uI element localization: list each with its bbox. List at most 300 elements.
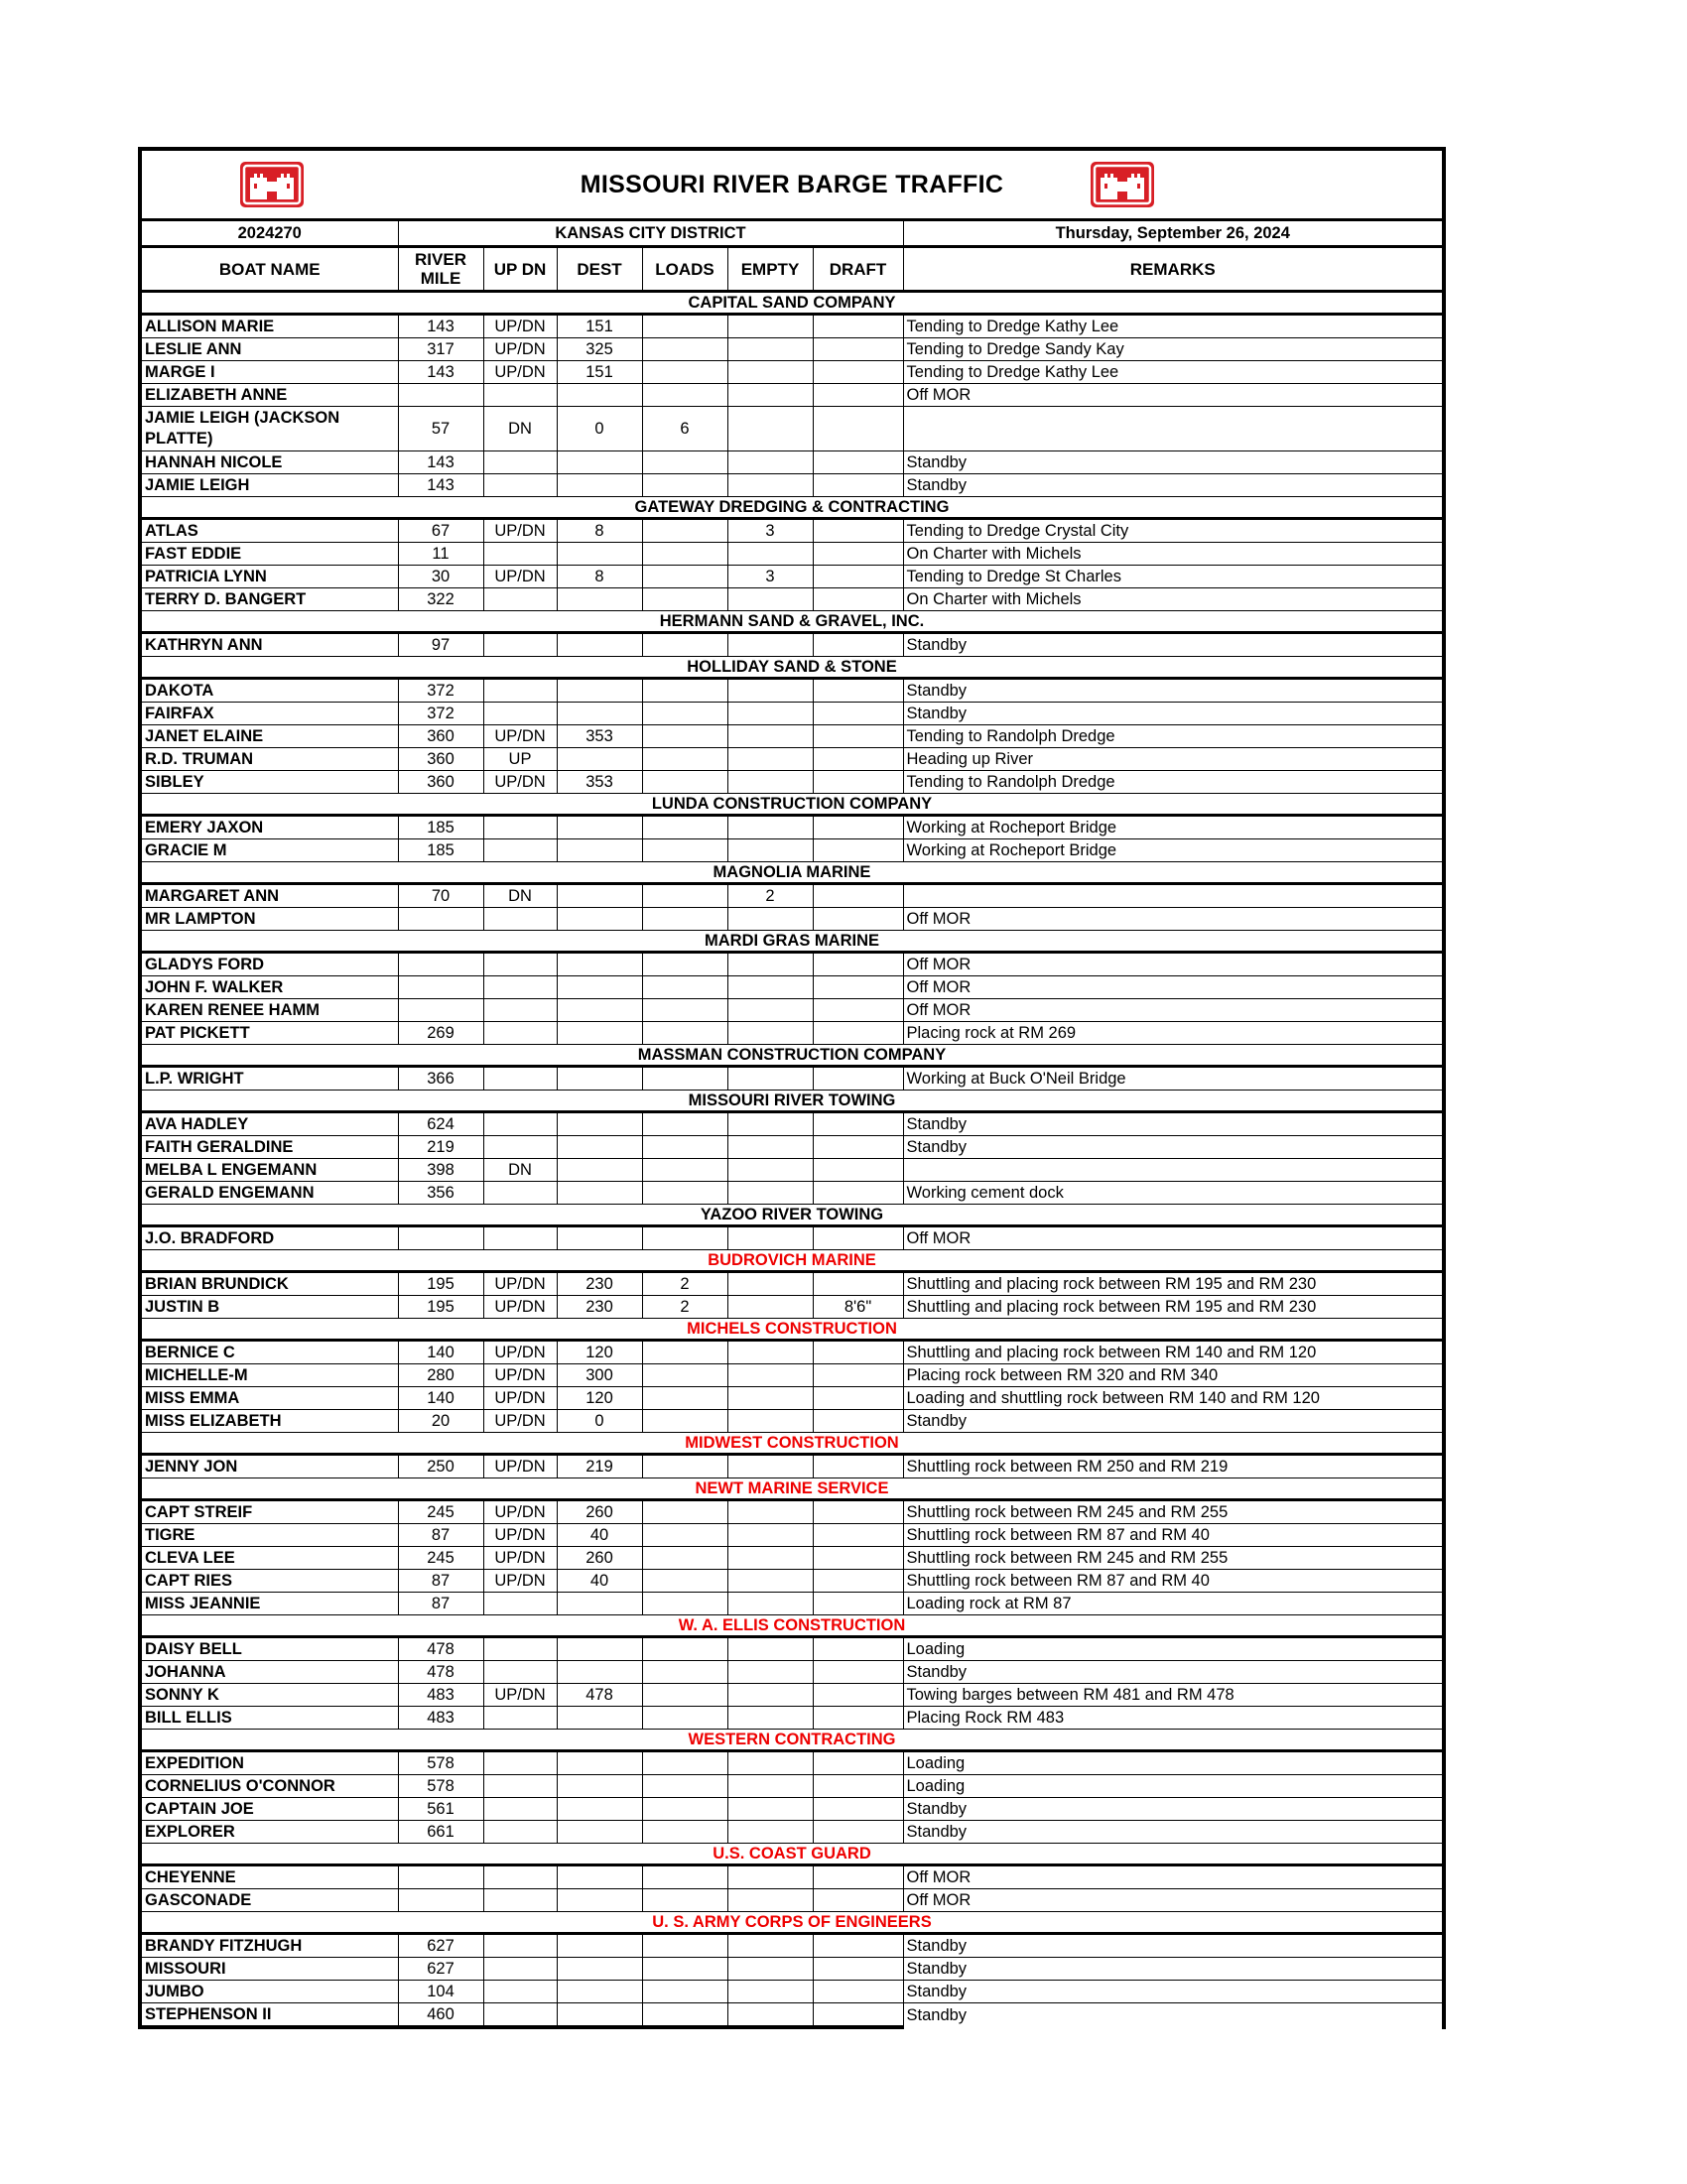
- company-header-row: [142, 497, 1442, 519]
- empty: [727, 1182, 813, 1205]
- river-mile: 360: [398, 748, 483, 771]
- dest: 230: [557, 1296, 642, 1319]
- empty: [727, 1159, 813, 1182]
- remarks: Shuttling and placing rock between RM 195 and RM 230: [903, 1296, 1442, 1319]
- up-dn: UP/DN: [483, 338, 557, 361]
- boat-name: ELIZABETH ANNE: [142, 384, 398, 407]
- loads: [642, 908, 727, 931]
- loads: [642, 1707, 727, 1730]
- draft: [813, 1524, 903, 1547]
- remarks: Working cement dock: [903, 1182, 1442, 1205]
- empty: [727, 1934, 813, 1958]
- river-mile: 87: [398, 1593, 483, 1615]
- dest: [557, 999, 642, 1022]
- table-row: [142, 1410, 1442, 1433]
- empty: [727, 1751, 813, 1775]
- loads: [642, 2003, 727, 2028]
- draft: [813, 953, 903, 976]
- remarks: Loading: [903, 1775, 1442, 1798]
- remarks: Off MOR: [903, 1226, 1442, 1250]
- up-dn: UP/DN: [483, 1570, 557, 1593]
- loads: [642, 451, 727, 474]
- dest: [557, 1775, 642, 1798]
- boat-name: JENNY JON: [142, 1455, 398, 1478]
- empty: [727, 1865, 813, 1889]
- boat-name: JAMIE LEIGH (JACKSON PLATTE): [142, 407, 398, 451]
- up-dn: [483, 1821, 557, 1844]
- draft: [813, 1387, 903, 1410]
- up-dn: [483, 1981, 557, 2003]
- district-name: KANSAS CITY DISTRICT: [398, 221, 903, 247]
- company-header-row: [142, 1912, 1442, 1934]
- empty: [727, 1226, 813, 1250]
- river-mile: 67: [398, 519, 483, 543]
- boat-name: GLADYS FORD: [142, 953, 398, 976]
- table-row: [142, 1455, 1442, 1478]
- boat-name: MR LAMPTON: [142, 908, 398, 931]
- draft: [813, 474, 903, 497]
- report-date: Thursday, September 26, 2024: [903, 221, 1442, 247]
- up-dn: UP/DN: [483, 1387, 557, 1410]
- dest: 219: [557, 1455, 642, 1478]
- river-mile: [398, 1226, 483, 1250]
- table-row: [142, 1341, 1442, 1364]
- up-dn: [483, 816, 557, 839]
- up-dn: UP/DN: [483, 1455, 557, 1478]
- river-mile: 87: [398, 1524, 483, 1547]
- up-dn: [483, 2003, 557, 2028]
- loads: [642, 1067, 727, 1091]
- table-row: [142, 1981, 1442, 2003]
- company-header-row: [142, 1478, 1442, 1500]
- table-row: [142, 1112, 1442, 1136]
- dest: [557, 1661, 642, 1684]
- draft: [813, 1136, 903, 1159]
- loads: [642, 816, 727, 839]
- remarks: Standby: [903, 1410, 1442, 1433]
- remarks: Shuttling and placing rock between RM 195 and RM 230: [903, 1272, 1442, 1296]
- empty: 2: [727, 884, 813, 908]
- empty: [727, 338, 813, 361]
- up-dn: DN: [483, 407, 557, 451]
- river-mile: [398, 1865, 483, 1889]
- loads: [642, 1570, 727, 1593]
- company-name: MIDWEST CONSTRUCTION: [142, 1433, 1442, 1455]
- loads: 6: [642, 407, 727, 451]
- dest: 8: [557, 566, 642, 588]
- boat-name: MICHELLE-M: [142, 1364, 398, 1387]
- boat-name: JAMIE LEIGH: [142, 474, 398, 497]
- up-dn: UP: [483, 748, 557, 771]
- draft: [813, 1226, 903, 1250]
- dest: [557, 1798, 642, 1821]
- up-dn: [483, 839, 557, 862]
- loads: [642, 1775, 727, 1798]
- boat-name: TIGRE: [142, 1524, 398, 1547]
- boat-name: JOHN F. WALKER: [142, 976, 398, 999]
- empty: [727, 976, 813, 999]
- draft: [813, 1593, 903, 1615]
- company-header-row: [142, 1091, 1442, 1112]
- up-dn: UP/DN: [483, 315, 557, 338]
- draft: [813, 1775, 903, 1798]
- empty: [727, 1684, 813, 1707]
- empty: [727, 1958, 813, 1981]
- remarks: On Charter with Michels: [903, 543, 1442, 566]
- loads: [642, 1751, 727, 1775]
- col-header-draft: DRAFT: [813, 247, 903, 292]
- draft: [813, 1067, 903, 1091]
- table-row: [142, 748, 1442, 771]
- remarks: Loading and shuttling rock between RM 140 and RM 120: [903, 1387, 1442, 1410]
- draft: [813, 1182, 903, 1205]
- dest: [557, 1067, 642, 1091]
- dest: [557, 1226, 642, 1250]
- up-dn: UP/DN: [483, 725, 557, 748]
- boat-name: STEPHENSON II: [142, 2003, 398, 2028]
- remarks: Tending to Dredge Kathy Lee: [903, 361, 1442, 384]
- remarks: Standby: [903, 1798, 1442, 1821]
- loads: [642, 1889, 727, 1912]
- table-row: [142, 703, 1442, 725]
- loads: [642, 1958, 727, 1981]
- boat-name: FAITH GERALDINE: [142, 1136, 398, 1159]
- remarks: Standby: [903, 633, 1442, 657]
- empty: [727, 1775, 813, 1798]
- dest: 230: [557, 1272, 642, 1296]
- company-name: MAGNOLIA MARINE: [142, 862, 1442, 884]
- up-dn: [483, 1798, 557, 1821]
- draft: [813, 1865, 903, 1889]
- dest: 353: [557, 771, 642, 794]
- draft: [813, 1410, 903, 1433]
- dest: [557, 1958, 642, 1981]
- column-header-row: [142, 247, 1442, 292]
- river-mile: 280: [398, 1364, 483, 1387]
- dest: 478: [557, 1684, 642, 1707]
- table-row: [142, 1022, 1442, 1045]
- remarks: Standby: [903, 1958, 1442, 1981]
- boat-name: BERNICE C: [142, 1341, 398, 1364]
- dest: [557, 839, 642, 862]
- dest: [557, 816, 642, 839]
- remarks: Off MOR: [903, 384, 1442, 407]
- remarks: Off MOR: [903, 999, 1442, 1022]
- dest: 353: [557, 725, 642, 748]
- loads: [642, 1684, 727, 1707]
- table-row: [142, 1547, 1442, 1570]
- loads: [642, 1524, 727, 1547]
- draft: [813, 338, 903, 361]
- draft: [813, 633, 903, 657]
- empty: [727, 1112, 813, 1136]
- table-row: [142, 384, 1442, 407]
- empty: [727, 1547, 813, 1570]
- river-mile: [398, 908, 483, 931]
- dest: [557, 1889, 642, 1912]
- boat-name: SONNY K: [142, 1684, 398, 1707]
- table-row: [142, 1182, 1442, 1205]
- empty: [727, 633, 813, 657]
- company-name: CAPITAL SAND COMPANY: [142, 292, 1442, 315]
- empty: [727, 1707, 813, 1730]
- table-row: [142, 451, 1442, 474]
- table-row: [142, 1524, 1442, 1547]
- company-name: MICHELS CONSTRUCTION: [142, 1319, 1442, 1341]
- remarks: Placing rock at RM 269: [903, 1022, 1442, 1045]
- draft: [813, 384, 903, 407]
- up-dn: UP/DN: [483, 1296, 557, 1319]
- loads: [642, 1934, 727, 1958]
- up-dn: [483, 588, 557, 611]
- dest: 151: [557, 315, 642, 338]
- loads: 2: [642, 1272, 727, 1296]
- dest: [557, 976, 642, 999]
- dest: [557, 908, 642, 931]
- table-row: [142, 407, 1442, 451]
- draft: [813, 679, 903, 703]
- draft: [813, 1272, 903, 1296]
- boat-name: CHEYENNE: [142, 1865, 398, 1889]
- table-row: [142, 1934, 1442, 1958]
- boat-name: CAPTAIN JOE: [142, 1798, 398, 1821]
- loads: [642, 1159, 727, 1182]
- dest: [557, 1182, 642, 1205]
- empty: [727, 1593, 813, 1615]
- draft: [813, 2003, 903, 2028]
- remarks: Shuttling rock between RM 250 and RM 219: [903, 1455, 1442, 1478]
- barge-table: [142, 221, 1442, 2029]
- up-dn: [483, 1865, 557, 1889]
- empty: [727, 384, 813, 407]
- table-row: [142, 1272, 1442, 1296]
- river-mile: 11: [398, 543, 483, 566]
- dest: 325: [557, 338, 642, 361]
- loads: [642, 999, 727, 1022]
- boat-name: AVA HADLEY: [142, 1112, 398, 1136]
- loads: [642, 474, 727, 497]
- table-row: [142, 543, 1442, 566]
- loads: [642, 566, 727, 588]
- company-name: YAZOO RIVER TOWING: [142, 1205, 1442, 1226]
- remarks: Loading: [903, 1637, 1442, 1661]
- river-mile: 627: [398, 1958, 483, 1981]
- table-row: [142, 338, 1442, 361]
- loads: [642, 1500, 727, 1524]
- river-mile: 30: [398, 566, 483, 588]
- river-mile: 219: [398, 1136, 483, 1159]
- remarks: Shuttling rock between RM 245 and RM 255: [903, 1500, 1442, 1524]
- table-row: [142, 474, 1442, 497]
- table-row: [142, 1865, 1442, 1889]
- remarks: Tending to Randolph Dredge: [903, 725, 1442, 748]
- river-mile: 140: [398, 1387, 483, 1410]
- draft: [813, 1159, 903, 1182]
- loads: [642, 338, 727, 361]
- dest: [557, 1159, 642, 1182]
- draft: [813, 1341, 903, 1364]
- empty: [727, 703, 813, 725]
- company-header-row: [142, 1045, 1442, 1067]
- col-header-empty: EMPTY: [727, 247, 813, 292]
- boat-name: KATHRYN ANN: [142, 633, 398, 657]
- boat-name: MELBA L ENGEMANN: [142, 1159, 398, 1182]
- river-mile: [398, 953, 483, 976]
- loads: [642, 1226, 727, 1250]
- empty: [727, 1341, 813, 1364]
- draft: [813, 839, 903, 862]
- empty: [727, 451, 813, 474]
- dest: [557, 1593, 642, 1615]
- boat-name: MARGARET ANN: [142, 884, 398, 908]
- remarks: Standby: [903, 1821, 1442, 1844]
- boat-name: ALLISON MARIE: [142, 315, 398, 338]
- table-row: [142, 566, 1442, 588]
- river-mile: 97: [398, 633, 483, 657]
- remarks: Standby: [903, 1136, 1442, 1159]
- boat-name: CAPT STREIF: [142, 1500, 398, 1524]
- table-row: [142, 1707, 1442, 1730]
- draft: [813, 566, 903, 588]
- draft: [813, 1981, 903, 2003]
- up-dn: UP/DN: [483, 1272, 557, 1296]
- company-name: U.S. COAST GUARD: [142, 1844, 1442, 1865]
- loads: [642, 1865, 727, 1889]
- draft: [813, 725, 903, 748]
- river-mile: 269: [398, 1022, 483, 1045]
- empty: [727, 543, 813, 566]
- boat-name: FAST EDDIE: [142, 543, 398, 566]
- empty: [727, 1500, 813, 1524]
- boat-name: EXPEDITION: [142, 1751, 398, 1775]
- remarks: Shuttling rock between RM 245 and RM 255: [903, 1547, 1442, 1570]
- empty: 3: [727, 519, 813, 543]
- remarks: Standby: [903, 1934, 1442, 1958]
- empty: [727, 999, 813, 1022]
- boat-name: DAISY BELL: [142, 1637, 398, 1661]
- up-dn: [483, 953, 557, 976]
- dest: [557, 633, 642, 657]
- river-mile: 143: [398, 361, 483, 384]
- company-header-row: [142, 794, 1442, 816]
- table-row: [142, 1387, 1442, 1410]
- remarks: Standby: [903, 679, 1442, 703]
- dest: [557, 543, 642, 566]
- river-mile: 140: [398, 1341, 483, 1364]
- dest: 300: [557, 1364, 642, 1387]
- loads: [642, 748, 727, 771]
- river-mile: [398, 999, 483, 1022]
- river-mile: 195: [398, 1272, 483, 1296]
- loads: [642, 703, 727, 725]
- company-name: MASSMAN CONSTRUCTION COMPANY: [142, 1045, 1442, 1067]
- empty: [727, 1889, 813, 1912]
- company-header-row: [142, 657, 1442, 679]
- company-name: HERMANN SAND & GRAVEL, INC.: [142, 611, 1442, 633]
- boat-name: FAIRFAX: [142, 703, 398, 725]
- draft: [813, 1112, 903, 1136]
- up-dn: [483, 384, 557, 407]
- empty: [727, 1387, 813, 1410]
- loads: [642, 1821, 727, 1844]
- river-mile: 661: [398, 1821, 483, 1844]
- table-row: [142, 1159, 1442, 1182]
- river-mile: 20: [398, 1410, 483, 1433]
- boat-name: EMERY JAXON: [142, 816, 398, 839]
- river-mile: 87: [398, 1570, 483, 1593]
- loads: [642, 1410, 727, 1433]
- up-dn: [483, 474, 557, 497]
- up-dn: [483, 1889, 557, 1912]
- remarks: Towing barges between RM 481 and RM 478: [903, 1684, 1442, 1707]
- draft: [813, 703, 903, 725]
- remarks: Off MOR: [903, 953, 1442, 976]
- remarks: Tending to Dredge Sandy Kay: [903, 338, 1442, 361]
- table-row: [142, 1637, 1442, 1661]
- up-dn: [483, 999, 557, 1022]
- river-mile: 143: [398, 474, 483, 497]
- river-mile: 322: [398, 588, 483, 611]
- boat-name: R.D. TRUMAN: [142, 748, 398, 771]
- river-mile: 317: [398, 338, 483, 361]
- table-row: [142, 1500, 1442, 1524]
- boat-name: PAT PICKETT: [142, 1022, 398, 1045]
- company-name: GATEWAY DREDGING & CONTRACTING: [142, 497, 1442, 519]
- boat-name: CLEVA LEE: [142, 1547, 398, 1570]
- remarks: Off MOR: [903, 1865, 1442, 1889]
- table-row: [142, 999, 1442, 1022]
- table-row: [142, 315, 1442, 338]
- draft: [813, 976, 903, 999]
- draft: [813, 999, 903, 1022]
- dest: 8: [557, 519, 642, 543]
- river-mile: 483: [398, 1684, 483, 1707]
- dest: [557, 748, 642, 771]
- draft: [813, 1661, 903, 1684]
- barge-traffic-report: [138, 147, 1446, 2029]
- empty: [727, 771, 813, 794]
- river-mile: 624: [398, 1112, 483, 1136]
- up-dn: UP/DN: [483, 1364, 557, 1387]
- dest: [557, 1707, 642, 1730]
- empty: [727, 1637, 813, 1661]
- dest: [557, 1136, 642, 1159]
- company-header-row: [142, 1844, 1442, 1865]
- boat-name: GASCONADE: [142, 1889, 398, 1912]
- remarks: Off MOR: [903, 976, 1442, 999]
- river-mile: 398: [398, 1159, 483, 1182]
- draft: [813, 748, 903, 771]
- table-row: [142, 771, 1442, 794]
- company-header-row: [142, 931, 1442, 953]
- empty: [727, 1821, 813, 1844]
- table-row: [142, 1775, 1442, 1798]
- empty: [727, 1524, 813, 1547]
- remarks: Loading: [903, 1751, 1442, 1775]
- empty: [727, 816, 813, 839]
- dest: 0: [557, 1410, 642, 1433]
- empty: [727, 1570, 813, 1593]
- dest: [557, 679, 642, 703]
- loads: [642, 1547, 727, 1570]
- remarks: Tending to Randolph Dredge: [903, 771, 1442, 794]
- company-header-row: [142, 1205, 1442, 1226]
- empty: [727, 953, 813, 976]
- table-row: [142, 588, 1442, 611]
- dest: 260: [557, 1547, 642, 1570]
- draft: [813, 543, 903, 566]
- dest: [557, 2003, 642, 2028]
